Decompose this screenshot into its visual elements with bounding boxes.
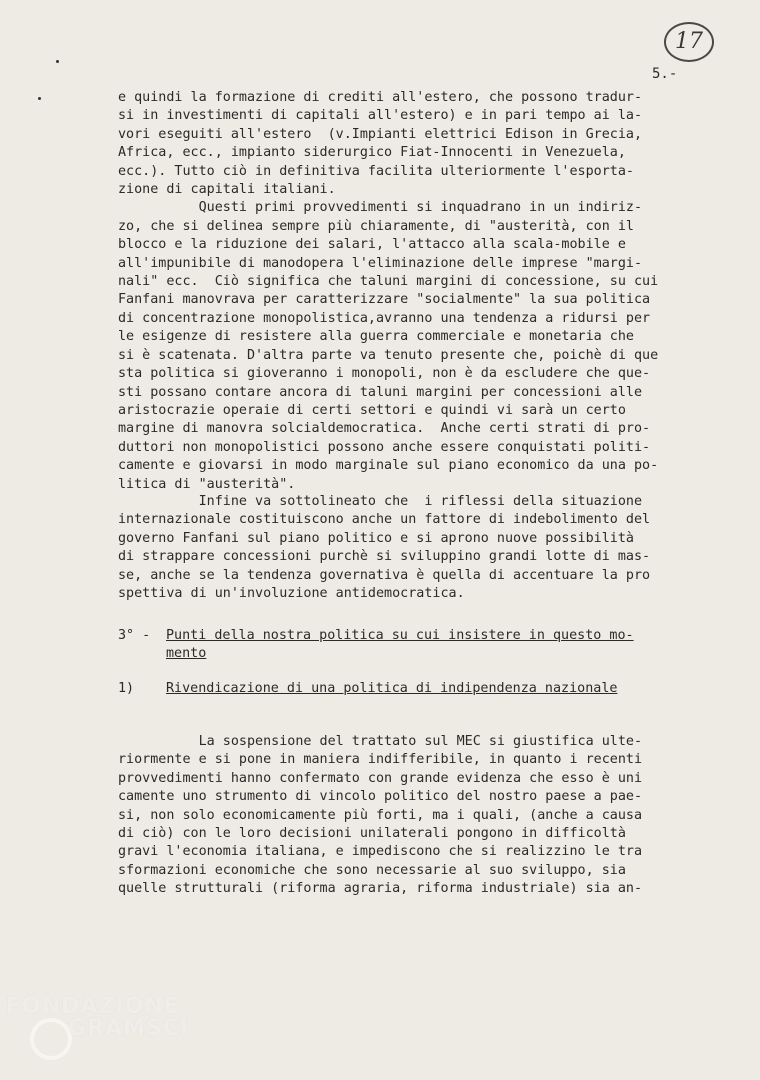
body-paragraph-2: Infine va sottolineato che i riflessi della situazione internazionale costituiscono anche un fattore di indebolimento del governo Fanfani sul piano politico e si aprono nuove possibilità di strappare concessioni purchè si sviluppino grandi lotte di mas- se, anche se la tendenza governativa è quella di accentuare la pro spettiva di un'involuzione antidemocratica. [118,494,651,602]
section-title-line-2: mento [166,646,207,662]
watermark-line-2: GRAMSCI [68,1016,190,1041]
body-paragraph-1: e quindi la formazione di crediti all'estero, che possono tradur- si in investimenti di capitali all'estero) e in pari tempo ai la- vori eseguiti all'estero (v.Impianti elettrici Edison in Grecia, Africa, ecc., impianto siderurgico Fiat-Innocenti in Venezuela, ecc.). Tutto ciò in definitiva facilita ulteriormente l'esporta- zione di capitali italiani. Questi primi provvedimenti si inquadrano in un indiriz- zo, che si delinea sempre più chiaramente, di "austerità, con il blocco e la riduzione dei salari, l'attacco alla scala-mobile e all'impunibile di manodopera l'eliminazione delle imprese "margi- nali" ecc. Ciò significa che taluni margini di concessione, su cui Fanfani manovrava per caratterizzare "socialmente" la sua politica di concentrazione monopolistica,avranno una tendenza a ridursi per le esigenze di resistere alla guerra commerciale e monetaria che si è scatenata. D'altra parte va tenuto presente che, poichè di que sta politica si gioveranno i monopoli, non è da escludere che que- sti possano contare ancora di taluni margini per concessioni alle aristocrazie operaie di certi settori e quindi vi sarà un certo margine di manovra solcialdemocratica. Anche certi strati di pro- duttori non monopolistici possono anche essere conquistati politi- camente e giovarsi in modo marginale sul piano economico da una po- litica di "austerità". [118,90,659,492]
section-title [166,627,706,664]
page-number: 5.- [652,66,678,82]
watermark-line-1: FONDAZIONE [6,994,180,1019]
subsection-title: Rivendicazione di una politica di indipendenza nazionale [166,681,618,696]
margin-dot [56,60,59,63]
margin-dot [38,97,41,100]
section-title-line-1: Punti della nostra politica su cui insistere in questo mo- [166,628,634,643]
body-paragraph-3: La sospensione del trattato sul MEC si giustifica ulte- riormente e si pone in maniera indifferibile, in quanto i recenti provvedimenti hanno confermato con grande evidenza che esso è uni camente uno strumento di vincolo politico del nostro paese a pae- si, non solo economicamente più forti, ma i quali, (anche a causa di ciò) con le loro decisioni unilaterali pongono in difficoltà gravi l'economia italiana, e impediscono che si realizzino le tra sformazioni economiche che sono necessarie al suo sviluppo, sia quelle strutturali (riforma agraria, riforma industriale) sia an- [118,734,643,897]
section-number: 3° - [118,628,151,643]
subsection-number: 1) [118,681,135,696]
watermark [6,996,189,1040]
archive-stamp: 17 [664,22,714,62]
